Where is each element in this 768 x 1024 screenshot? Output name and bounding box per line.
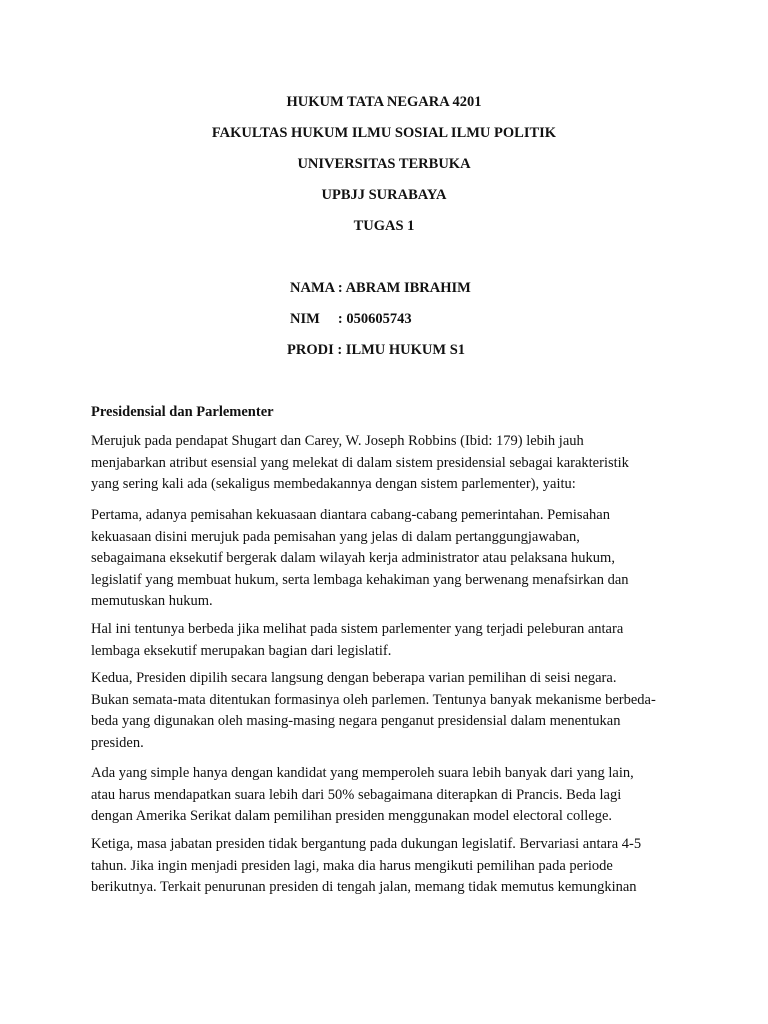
- university-title: UNIVERSITAS TERBUKA: [297, 156, 471, 172]
- paragraph-line: beda yang digunakan oleh masing-masing negara penganut presidensial dalam menentukan: [91, 713, 621, 729]
- paragraph-intro: [91, 431, 691, 496]
- paragraph-line: presiden.: [91, 734, 144, 751]
- assignment-title: TUGAS 1: [353, 218, 415, 234]
- paragraph-line: Merujuk pada pendapat Shugart dan Carey, W. Joseph Robbins (Ibid: 179) lebih jauh: [91, 433, 584, 449]
- course-title: HUKUM TATA NEGARA 4201: [286, 94, 482, 110]
- student-name: NAMA : ABRAM IBRAHIM: [290, 280, 471, 296]
- paragraph-line: legislatif yang membuat hukum, serta lembaga kehakiman yang berwenang menafsirkan dan: [91, 571, 629, 588]
- paragraph-line: lembaga eksekutif merupakan bagian dari legislatif.: [91, 642, 392, 659]
- paragraph-line: berikutnya. Terkait penurunan presiden di tengah jalan, memang tidak memutus kemungkinan: [91, 879, 637, 895]
- student-nim: NIM : 050605743: [290, 311, 412, 327]
- section-heading: Presidensial dan Parlementer: [91, 404, 274, 420]
- paragraph-line: Ada yang simple hanya dengan kandidat yang memperoleh suara lebih banyak dari yang lain,: [91, 765, 634, 781]
- paragraph-line: yang sering kali ada (sekaligus membedakannya dengan sistem parlementer), yaitu:: [91, 476, 576, 492]
- paragraph-line: menjabarkan atribut esensial yang melekat di dalam sistem presidensial sebagai karakteristik: [91, 454, 629, 471]
- paragraph-line: Kedua, Presiden dipilih secara langsung dengan beberapa varian pemilihan di seisi negara.: [91, 670, 617, 686]
- paragraph-ketiga: [91, 834, 691, 899]
- paragraph-pemilihan: [91, 763, 691, 828]
- paragraph-line: Bukan semata-mata ditentukan formasinya oleh parlemen. Tentunya banyak mekanisme berbeda-: [91, 691, 656, 708]
- paragraph-line: Ketiga, masa jabatan presiden tidak bergantung pada dukungan legislatif. Bervariasi antara 4-5: [91, 836, 642, 852]
- student-prodi: PRODI : ILMU HUKUM S1: [287, 342, 466, 358]
- paragraph-line: tahun. Jika ingin menjadi presiden lagi, maka dia harus mengikuti pemilihan pada periode: [91, 857, 613, 874]
- paragraph-line: atau harus mendapatkan suara lebih dari 50% sebagaimana diterapkan di Prancis. Beda lagi: [91, 786, 622, 803]
- paragraph-kedua: [91, 668, 691, 754]
- paragraph-pertama: [91, 505, 691, 613]
- paragraph-line: memutuskan hukum.: [91, 593, 213, 609]
- paragraph-line: Pertama, adanya pemisahan kekuasaan diantara cabang-cabang pemerintahan. Pemisahan: [91, 507, 610, 523]
- paragraph-line: dengan Amerika Serikat dalam pemilihan presiden menggunakan model electoral college.: [91, 808, 613, 824]
- paragraph-line: Hal ini tentunya berbeda jika melihat pada sistem parlementer yang terjadi peleburan antara: [91, 621, 624, 637]
- paragraph-line: sebagaimana eksekutif bergerak dalam wilayah kerja administrator atau pelaksana hukum,: [91, 550, 615, 566]
- faculty-title: FAKULTAS HUKUM ILMU SOSIAL ILMU POLITIK: [211, 125, 557, 141]
- unit-title: UPBJJ SURABAYA: [321, 187, 447, 203]
- paragraph-line: kekuasaan disini merujuk pada pemisahan yang jelas di dalam pertanggungjawaban,: [91, 528, 580, 545]
- paragraph-parlementer: [91, 619, 691, 662]
